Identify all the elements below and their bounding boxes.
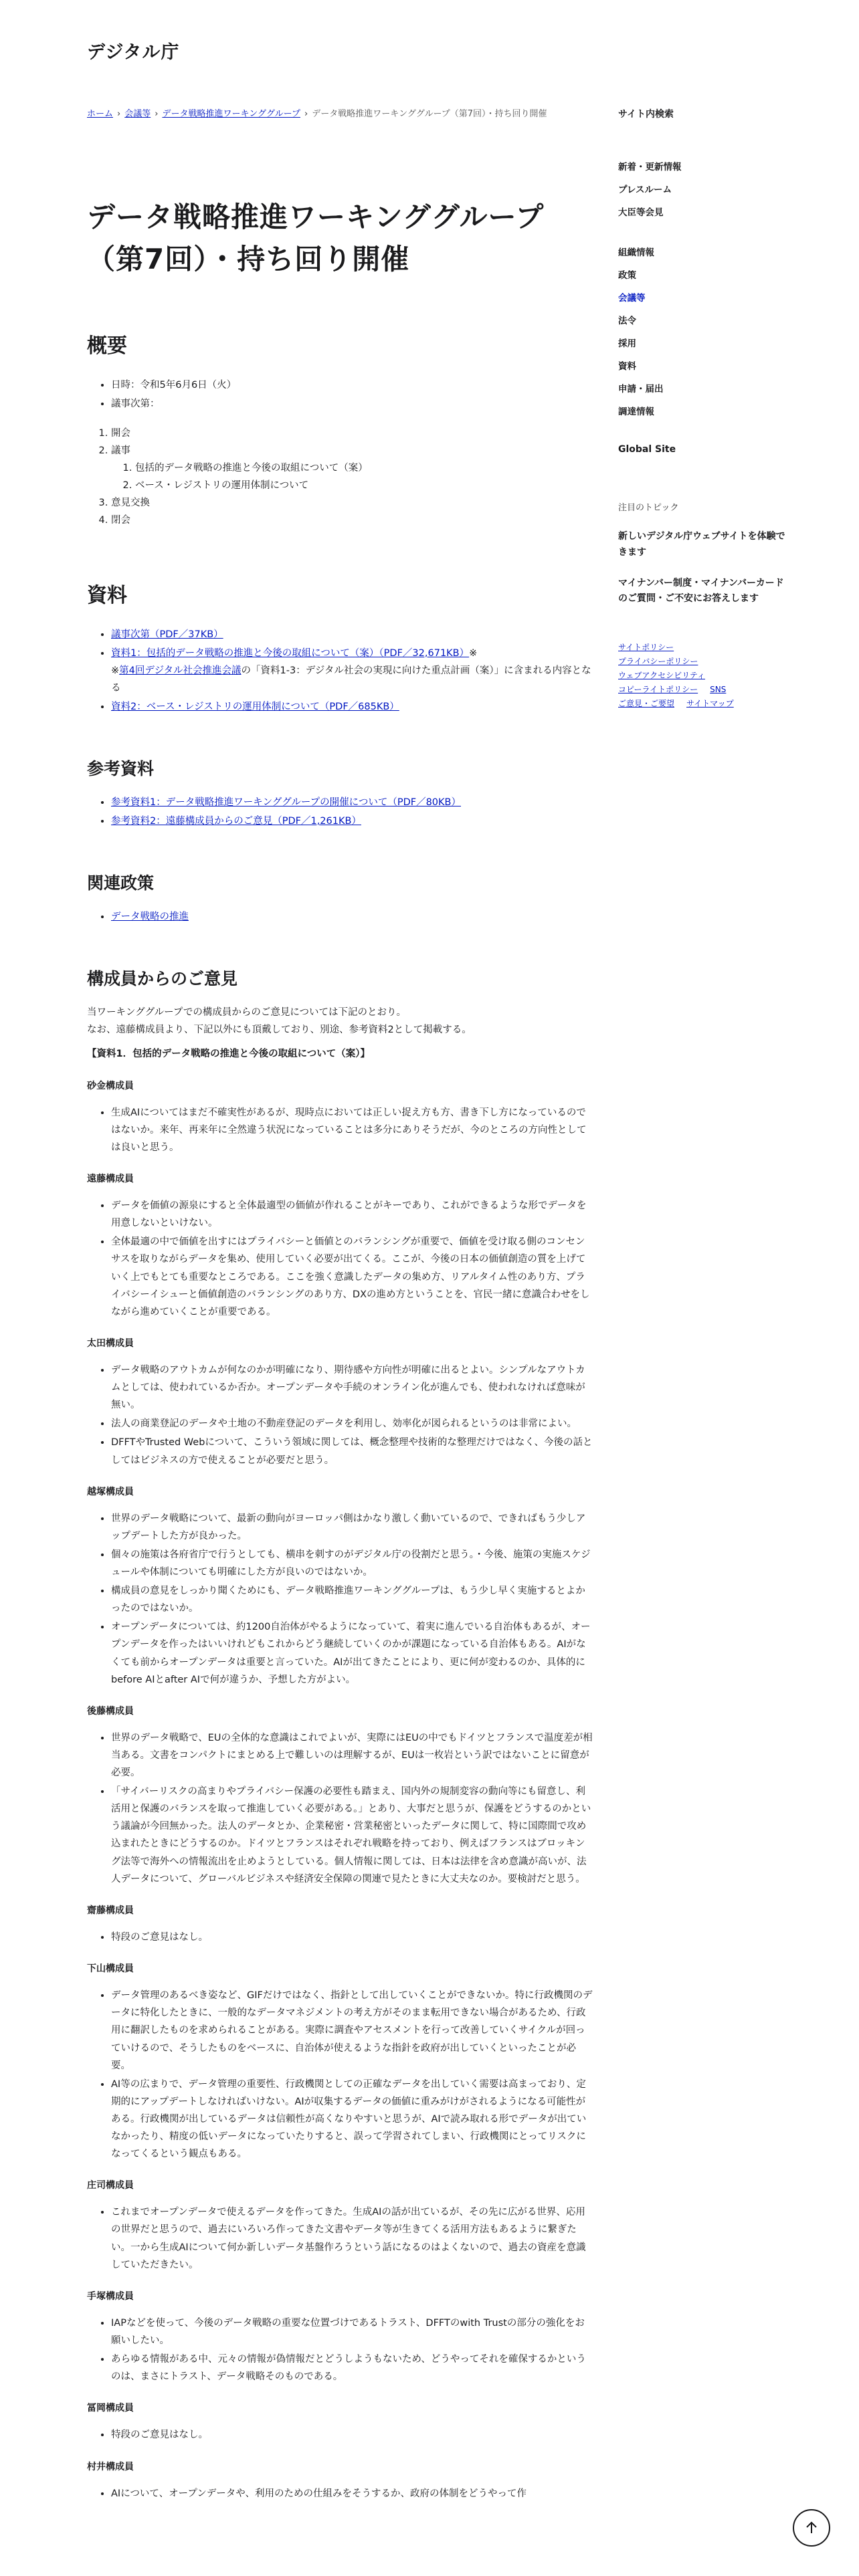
note-mark: ※	[111, 665, 120, 676]
sidebar-item-recruit[interactable]: 採用	[618, 338, 636, 349]
chevron-right-icon: ›	[155, 109, 159, 119]
footer-row	[618, 683, 785, 697]
chevron-right-icon: ›	[117, 109, 121, 119]
overview-list	[87, 377, 594, 413]
agenda-item: 3. 意見交換	[111, 494, 594, 512]
sidebar	[618, 107, 785, 711]
member-comment: • これまでオープンデータで使えるデータを作ってきた。生成AIの話が出ているが、その先に広がる世界、応用の世界だと思うので、過去にいろいろ作ってきた文書やデータ等が生きてくる活用方法もあるように繋ぎたい。一から生成AIについて何か新しいデータ基盤作ろうという話になるのはよくないので、過去の資産を意識していただきたい。	[111, 2204, 594, 2273]
meeting-date: • 日時：令和5年6月6日（火）	[111, 377, 594, 394]
member-comment: • オープンデータについては、約1200自治体がやるようになっていて、着実に進んでいる自治体もあるが、オープンデータを作ったはいいけれどもこれからどう継続していくのかが課題になっている自治体もある。AIがなくても前からオープンデータは重要と言っていた。AIが出てきたことにより、更に何が変わるのか、具体的にbefore AIとafter AIで何が違うか、予想した方がよい。	[111, 1618, 594, 1688]
related-policy-item	[111, 908, 594, 926]
member-comment-list	[87, 1510, 594, 1689]
member-comment-list	[87, 2485, 594, 2502]
material-note: の「資料1-3：デジタル社会の実現に向けた重点計画（案）」に含まれる内容となる	[111, 665, 591, 693]
site-policy-link[interactable]: サイトポリシー	[618, 643, 674, 653]
sidebar-nav-primary	[618, 159, 785, 218]
overview-heading: 概要	[87, 334, 127, 358]
member-comment-list	[87, 1987, 594, 2163]
note-mark: ※	[469, 647, 478, 659]
breadcrumb-current: データ戦略推進ワーキンググループ（第7回）・持ち回り開催	[312, 109, 547, 119]
related-policy-heading: 関連政策	[87, 873, 155, 893]
site-header	[87, 37, 179, 64]
sidebar-item-meetings[interactable]: 会議等	[618, 293, 646, 304]
sidebar-item-press[interactable]: プレスルーム	[618, 185, 672, 195]
chevron-right-icon: ›	[304, 109, 308, 119]
site-search-link[interactable]: サイト内検索	[618, 109, 674, 120]
related-policy-list	[87, 908, 594, 926]
privacy-policy-link[interactable]: プライバシーポリシー	[618, 657, 698, 667]
member-comment: • あらゆる情報がある中、元々の情報が偽情報だとどうしようもないため、どうやってそれを確保するかというのは、まさにトラスト、データ戦略そのものである。	[111, 2351, 594, 2385]
member-comment: • 世界のデータ戦略で、EUの全体的な意識はこれでよいが、実際にはEUの中でもドイツとフランスで温度差が相当ある。文書をコンパクトにまとめる上で難しいのは理解するが、EUは一枚岩という訳ではないことに留意が必要。	[111, 1729, 594, 1782]
sidebar-item-organization[interactable]: 組織情報	[618, 247, 654, 258]
member-comment: • 法人の商業登記のデータや土地の不動産登記のデータを利用し、効率化が図られるというのは非常によい。	[111, 1415, 594, 1432]
intro-line: 当ワーキンググループでの構成員からのご意見については下記のとおり。	[87, 1007, 407, 1018]
member-comment: • 「サイバーリスクの高まりやプライバシー保護の必要性も踏まえ、国内外の規制変容の動向等にも留意し、利活用と保護のバランスを取って推進していく必要がある。」とあり、大事だと思うが、保護をどうするのかという議論が今回無かった。法人のデータとか、企業秘密・営業秘密といったデータに関して、特に国際間で攻め込まれたときにどうするのか。ドイツとフランスはそれぞれ戦略を持っており、例えばフランスはブロッキング法等で海外への情報流出を止めようとしている。個人情報に関しては、日本は法律を含め意識が高いが、法人データについて、グローバルビジネスや経済安全保障の関連で見たときに大丈夫なのか。要検討だと思う。	[111, 1783, 594, 1888]
member-comment: • データ戦略のアウトカムが何なのかが明確になり、期待感や方向性が明確に出るとよい。シンプルなアウトカムとしては、使われているか否か。オープンデータや手続のオンライン化が進んでも、使われなければ意味が無い。	[111, 1362, 594, 1414]
sidebar-item-policy[interactable]: 政策	[618, 270, 636, 281]
agenda-list	[87, 425, 594, 530]
member-comment: • 特段のご意見はなし。	[111, 2426, 594, 2444]
member-comment: • 特段のご意見はなし。	[111, 1929, 594, 1946]
member-comment-list	[87, 2426, 594, 2444]
member-comment-list	[87, 2204, 594, 2273]
breadcrumb	[87, 107, 594, 122]
reference-link[interactable]: 参考資料2：遠藤構成員からのご意見（PDF／1,261KB）	[111, 816, 361, 827]
member-name: 手塚構成員	[87, 2290, 134, 2302]
references-list	[87, 794, 594, 830]
topic-link[interactable]: 新しいデジタル庁ウェブサイトを体験できます	[618, 531, 785, 558]
sidebar-item-laws[interactable]: 法令	[618, 316, 636, 326]
back-to-top-button[interactable]	[793, 2509, 830, 2547]
sidebar-nav-secondary	[618, 245, 785, 417]
material-item	[111, 626, 594, 643]
member-name: 庄司構成員	[87, 2180, 134, 2191]
sidebar-item-minister[interactable]: 大臣等会見	[618, 207, 664, 218]
sitemap-link[interactable]: サイトマップ	[686, 699, 734, 709]
sub-agenda-item: 2. ベース・レジストリの運用体制について	[135, 477, 594, 494]
opinions-subhead: 【資料1．包括的データ戦略の推進と今後の取組について（案）】	[87, 1049, 371, 1060]
references-heading: 参考資料	[87, 758, 155, 778]
member-name: 下山構成員	[87, 1963, 134, 1975]
breadcrumb-meetings[interactable]: 会議等	[124, 109, 151, 119]
member-name: 砂金構成員	[87, 1080, 134, 1091]
member-name: 越塚構成員	[87, 1486, 134, 1497]
footer-links	[618, 641, 785, 711]
member-name: 村井構成員	[87, 2461, 134, 2472]
breadcrumb-home[interactable]: ホーム	[87, 109, 114, 119]
topic-link[interactable]: マイナンバー制度・マイナンバーカードのご質問・ご不安にお答えします	[618, 577, 784, 605]
member-comment: • 世界のデータ戦略について、最新の動向がヨーロッパ側はかなり激しく動いているので、できればもう少しアップデートした方が良かった。	[111, 1510, 594, 1545]
member-name: 齋藤構成員	[87, 1905, 134, 1916]
member-opinions	[87, 1078, 594, 2502]
global-site-link[interactable]: Global Site	[618, 444, 676, 455]
material-link[interactable]: 議事次第（PDF／37KB）	[111, 629, 223, 640]
member-comment-list	[87, 1197, 594, 1321]
sub-agenda-item: 1. 包括的データ戦略の推進と今後の取組について（案）	[135, 459, 594, 477]
agenda-item	[111, 442, 594, 494]
site-logo[interactable]: デジタル庁	[87, 42, 180, 63]
member-comment-list	[87, 1929, 594, 1946]
sns-link[interactable]: SNS	[710, 685, 727, 695]
related-policy-link[interactable]: データ戦略の推進	[111, 911, 189, 923]
sidebar-item-documents[interactable]: 資料	[618, 361, 636, 372]
agenda-item: 4. 閉会	[111, 512, 594, 529]
member-comment: • AI等の広まりで、データ管理の重要性、行政機関としての正確なデータを出していく需要は高まっており、定期的にアップデートしなければいけない。AIが収集するデータの価値に重みがけがされるようになる可能性がある。行政機関が出しているデータは信頼性が高くなりやすいと思うが、AIで読み取れる形でデータが出ていなかったり、精度の低いデータになっていたりすると、誤って学習されてしまい、行政機関にとってリスクになってくるという観点もある。	[111, 2076, 594, 2163]
sidebar-item-procurement[interactable]: 調達情報	[618, 407, 654, 417]
sidebar-item-news[interactable]: 新着・更新情報	[618, 162, 682, 173]
material-link[interactable]: 資料2：ベース・レジストリの運用体制について（PDF／685KB）	[111, 701, 399, 712]
member-comment: • DFFTやTrusted Webについて、こういう領域に関しては、概念整理や技術的な整理だけではなく、今後の話としてはビジネスの方で使えることが必要だと思う。	[111, 1434, 594, 1469]
member-comment: • 生成AIについてはまだ不確実性があるが、現時点においては正しい捉え方も方、書き下し方になっているのではないか。来年、再来年に全然違う状況になっていることは多分にありそうだが、今のところの方向性としては良いと思う。	[111, 1104, 594, 1156]
digital-society-meeting-link[interactable]: 第4回デジタル社会推進会議	[119, 665, 242, 676]
member-name: 太田構成員	[87, 1337, 134, 1349]
copyright-policy-link[interactable]: コピーライトポリシー	[618, 685, 698, 695]
material-item	[111, 645, 594, 697]
arrow-up-icon	[804, 2520, 819, 2535]
breadcrumb-working-group[interactable]: データ戦略推進ワーキンググループ	[162, 109, 301, 119]
accessibility-link[interactable]: ウェブアクセシビリティ	[618, 671, 705, 681]
reference-item	[111, 813, 594, 830]
member-comment: • IAPなどを使って、今後のデータ戦略の重要な位置づけであるトラスト、DFFTのwith Trustの部分の強化をお願いしたい。	[111, 2315, 594, 2349]
member-comment-list	[87, 1362, 594, 1469]
member-name: 冨岡構成員	[87, 2403, 134, 2414]
reference-item	[111, 794, 594, 811]
member-comment-list	[87, 1104, 594, 1156]
main-content	[87, 107, 594, 2504]
member-comment-list	[87, 1729, 594, 1888]
member-comment-list	[87, 2315, 594, 2385]
intro-line: なお、遠藤構成員より、下記以外にも頂戴しており、別途、参考資料2として掲載する。	[87, 1025, 472, 1036]
agenda-item-label: 議事	[111, 445, 130, 457]
member-comment: • 個々の施策は各府省庁で行うとしても、横串を刺すのがデジタル庁の役割だと思う。・今後、施策の実施スケジュールや体制についても明確にした方が良いのではないか。	[111, 1546, 594, 1581]
member-comment: • 構成員の意見をしっかり聞くためにも、データ戦略推進ワーキンググループは、もう少し早く実施するとよかったのではないか。	[111, 1582, 594, 1617]
member-name: 遠藤構成員	[87, 1174, 134, 1184]
materials-heading: 資料	[87, 583, 127, 607]
feedback-link[interactable]: ご意見・ご要望	[618, 699, 675, 709]
member-comment: • AIについて、オープンデータや、利用のための仕組みをそうするか、政府の体制をどうやって作	[111, 2485, 594, 2502]
reference-link[interactable]: 参考資料1：データ戦略推進ワーキンググループの開催について（PDF／80KB）	[111, 796, 461, 808]
agenda-label: • 議事次第：	[111, 395, 594, 413]
material-link[interactable]: 資料1：包括的データ戦略の推進と今後の取組について（案）（PDF／32,671KB）	[111, 647, 470, 659]
opinions-intro	[87, 1004, 594, 1039]
material-item	[111, 698, 594, 716]
materials-list	[87, 626, 594, 716]
member-name: 後藤構成員	[87, 1705, 134, 1717]
member-comment: • データ管理のあるべき姿など、GIFだけではなく、指針として出していくことができないか。特に行政機関のデータに特化したときに、一般的なデータマネジメントの考え方がそのまま転用できない場合があるため、行政用に翻訳したものを求められることがある。実際に調査やアセスメントを行って改善していくサイクルが回っていけるので、そうしたものをベースに、自治体が使えるような指針を政府が出していくといったことが必要。	[111, 1987, 594, 2074]
opinions-heading: 構成員からのご意見	[87, 969, 238, 989]
sidebar-item-applications[interactable]: 申請・届出	[618, 384, 664, 395]
member-comment: • 全体最適の中で価値を出すにはプライバシーと価値とのバランシングが重要で、価値を受け取る側のコンセンサスを取りながらデータを集め、使用していく必要が出てくる。ここが、今後の日本の価値創造の質を上げていく上でもとても重要なところである。ここを強く意識したデータの集め方、リアルタイム性のあり方、プライバシーイシューと価値創造のバランシングのあり方、DXの進め方ということを、官民一緒に意識合わせをしながら進めていくことが重要である。	[111, 1233, 594, 1320]
sub-agenda-list	[111, 459, 594, 494]
topics-label: 注目のトピック	[618, 503, 679, 513]
footer-row	[618, 697, 785, 711]
page-title: データ戦略推進ワーキンググループ（第7回）・持ち回り開催	[87, 200, 545, 276]
member-comment: • データを価値の源泉にすると全体最適型の価値が作れることがキーであり、これができるような形でデータを用意しないといけない。	[111, 1197, 594, 1232]
agenda-item: 1. 開会	[111, 425, 594, 442]
